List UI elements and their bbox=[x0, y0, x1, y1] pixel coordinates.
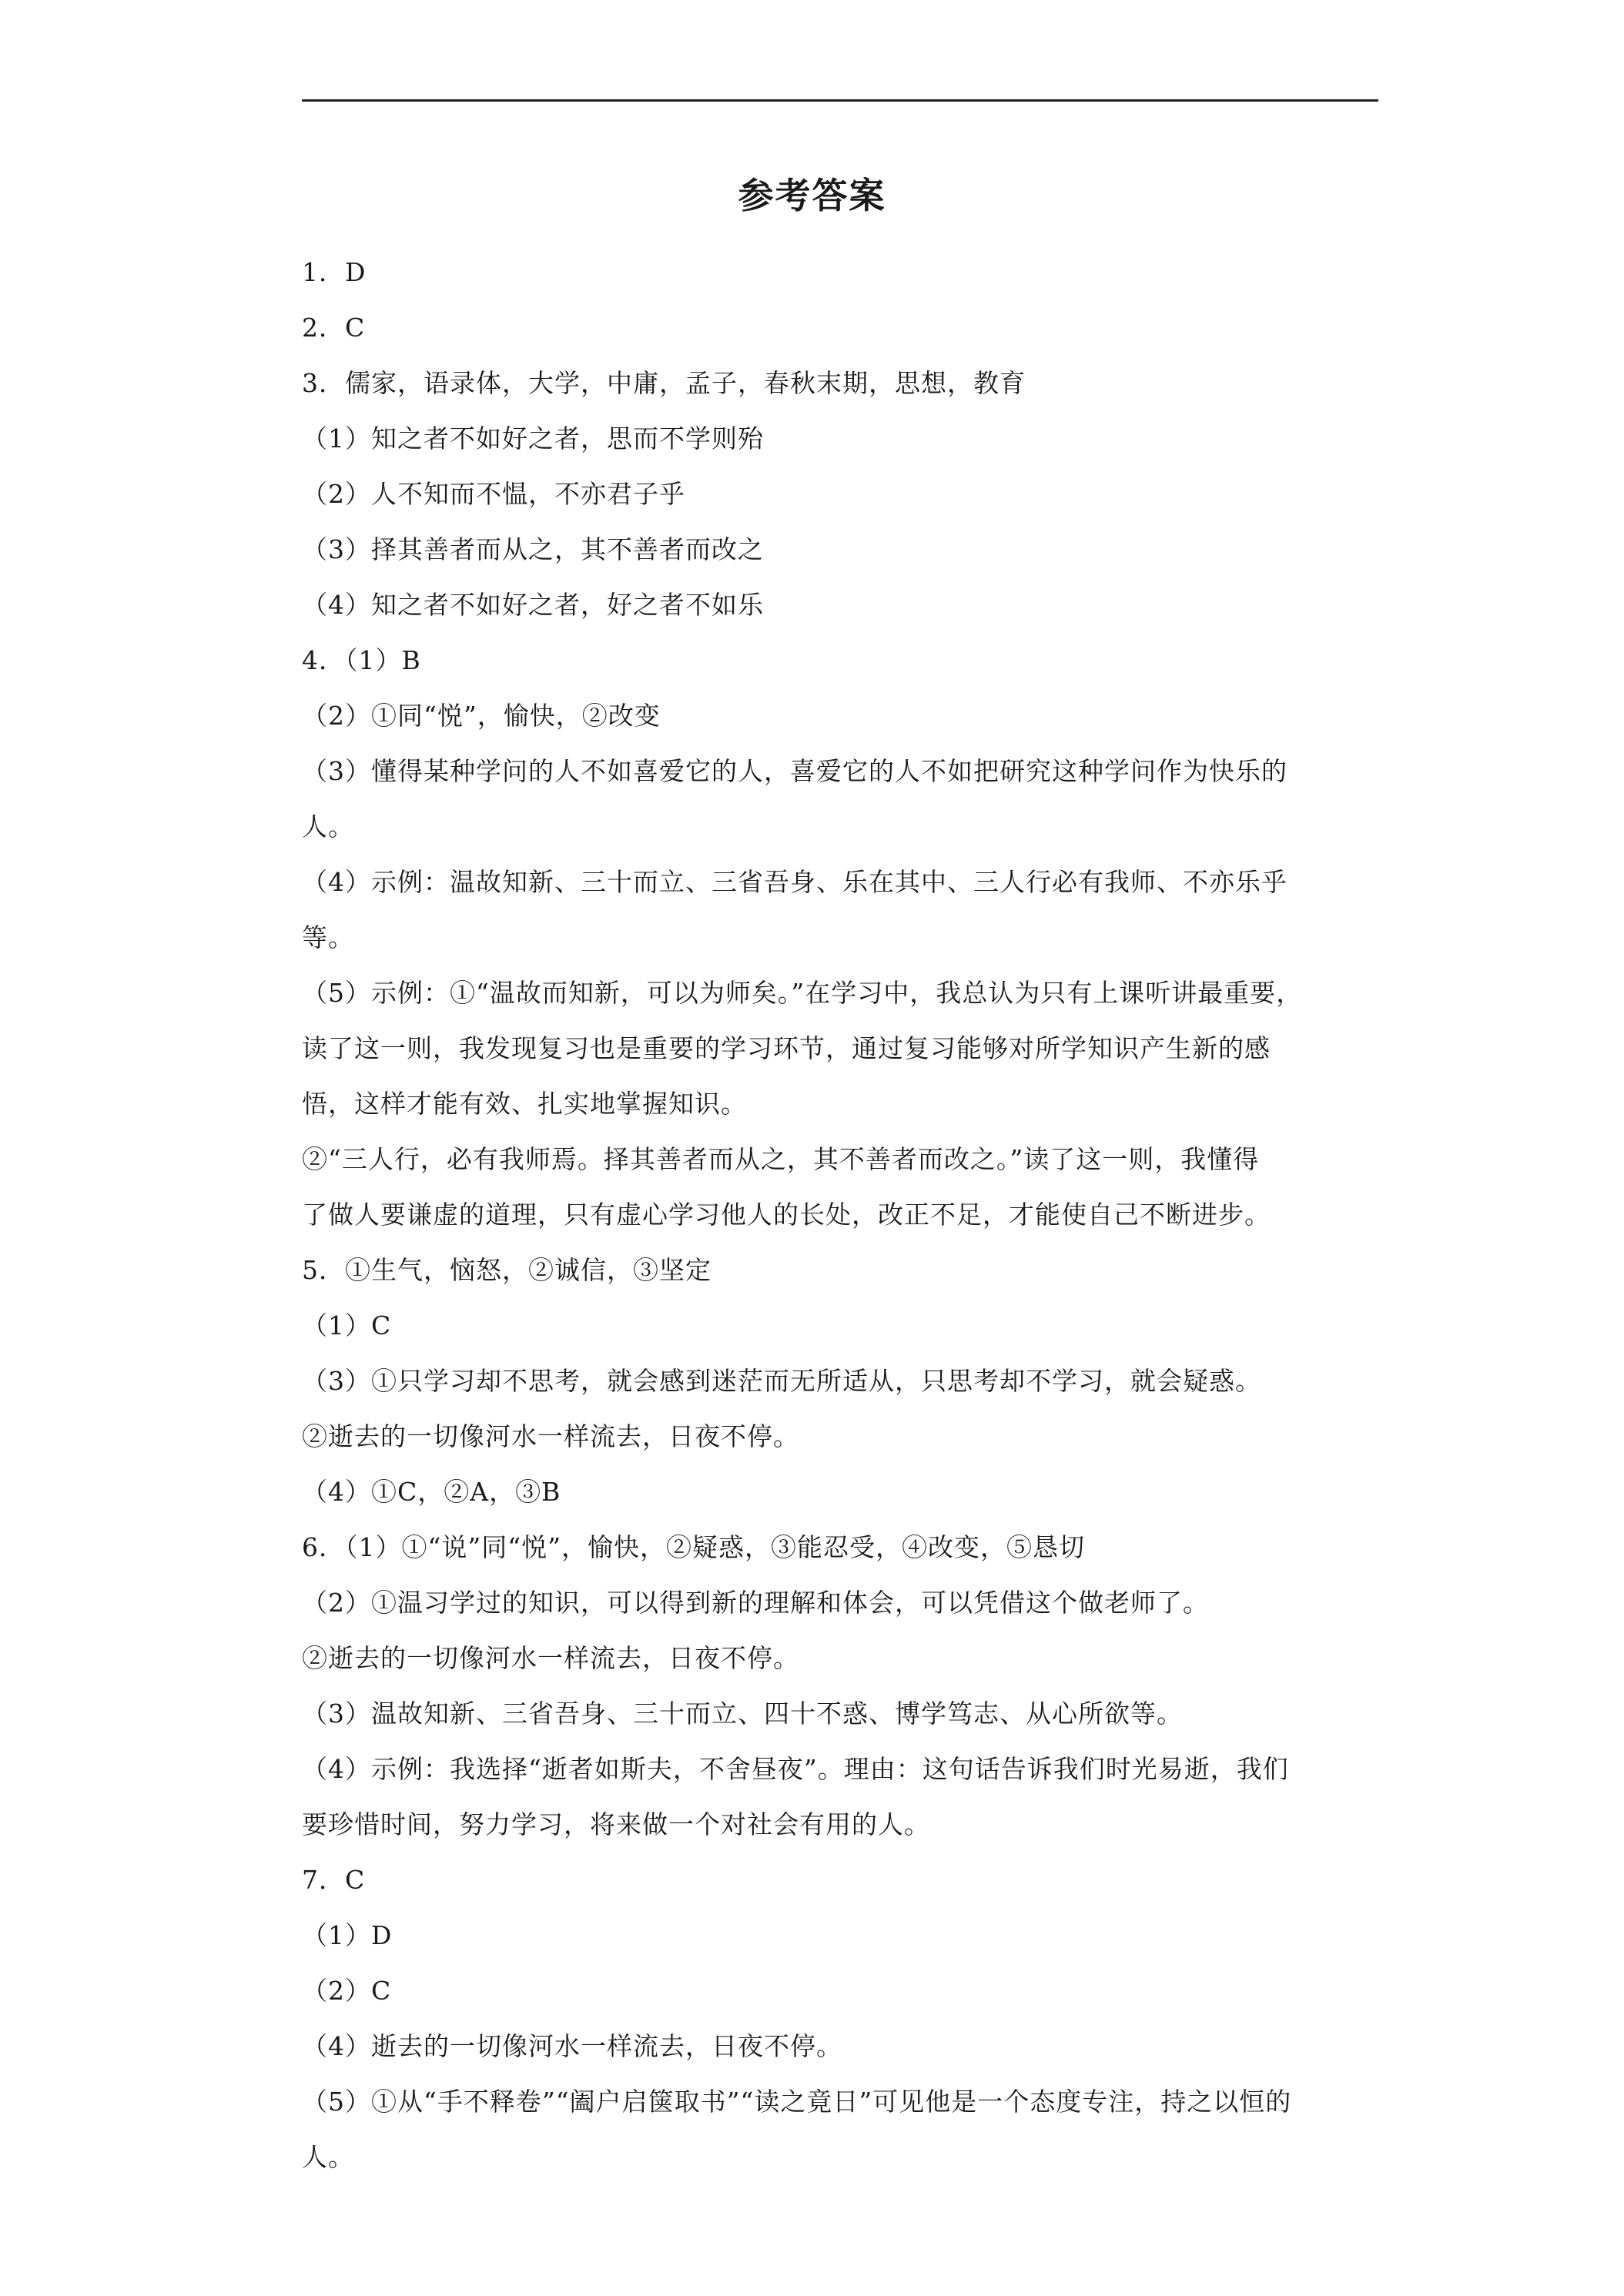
answer-line: （4）知之者不如好之者，好之者不如乐 bbox=[302, 590, 764, 620]
answer-line: ②逝去的一切像河水一样流去，日夜不停。 bbox=[302, 1643, 799, 1673]
answer-line: 6．（1）①“说”同“悦”，愉快，②疑惑，③能忍受，④改变，⑤恳切 bbox=[302, 1532, 1085, 1562]
answer-line: ②“三人行，必有我师焉。择其善者而从之，其不善者而改之。”读了这一则，我懂得 bbox=[302, 1144, 1260, 1174]
answer-line: （4）示例：温故知新、三十而立、三省吾身、乐在其中、三人行必有我师、不亦乐乎 bbox=[302, 867, 1287, 897]
answer-line: 人。 bbox=[302, 2142, 354, 2172]
answer-line: （2）人不知而不愠，不亦君子乎 bbox=[302, 479, 685, 509]
answer-line: （4）逝去的一切像河水一样流去，日夜不停。 bbox=[302, 2031, 842, 2061]
answer-line: （2）①温习学过的知识，可以得到新的理解和体会，可以凭借这个做老师了。 bbox=[302, 1588, 1209, 1618]
answer-line: （3）①只学习却不思考，就会感到迷茫而无所适从，只思考却不学习，就会疑惑。 bbox=[302, 1366, 1261, 1396]
answer-line: （1）知之者不如好之者，思而不学则殆 bbox=[302, 423, 764, 454]
answer-list bbox=[302, 245, 1380, 2185]
answer-line: 要珍惜时间，努力学习，将来做一个对社会有用的人。 bbox=[302, 1809, 930, 1839]
answer-line: 2．C bbox=[302, 313, 366, 343]
answer-line: （5）示例：①“温故而知新，可以为师矣。”在学习中，我总认为只有上课听讲最重要， bbox=[302, 978, 1303, 1008]
header-rule bbox=[302, 99, 1378, 102]
answer-line: 人。 bbox=[302, 812, 354, 842]
answer-line: 3．儒家，语录体，大学，中庸，孟子，春秋末期，思想，教育 bbox=[302, 368, 1026, 398]
answer-line: （4）示例：我选择“逝者如斯夫，不舍昼夜”。理由：这句话告诉我们时光易逝，我们 bbox=[302, 1754, 1289, 1784]
answer-line: （3）温故知新、三省吾身、三十而立、四十不惑、博学笃志、从心所欲等。 bbox=[302, 1699, 1183, 1729]
answer-line: （2）①同“悦”，愉快，②改变 bbox=[302, 701, 661, 731]
answer-line: 悟，这样才能有效、扎实地掌握知识。 bbox=[302, 1089, 747, 1119]
answer-line: （4）①C，②A，③B bbox=[302, 1477, 561, 1507]
answer-line: （1）C bbox=[302, 1310, 392, 1340]
answer-line: 等。 bbox=[302, 922, 354, 952]
answer-line: 读了这一则，我发现复习也是重要的学习环节，通过复习能够对所学知识产生新的感 bbox=[302, 1033, 1271, 1063]
answer-line: 7．C bbox=[302, 1865, 366, 1895]
answer-line: 5．①生气，恼怒，②诚信，③坚定 bbox=[302, 1255, 712, 1285]
answer-line: ②逝去的一切像河水一样流去，日夜不停。 bbox=[302, 1421, 799, 1451]
answer-line: （2）C bbox=[302, 1976, 392, 2006]
answer-line: （3）懂得某种学问的人不如喜爱它的人，喜爱它的人不如把研究这种学问作为快乐的 bbox=[302, 756, 1287, 786]
answer-line: 4．（1）B bbox=[302, 645, 421, 675]
answer-line: 了做人要谦虚的道理，只有虚心学习他人的长处，改正不足，才能使自己不断进步。 bbox=[302, 1200, 1271, 1230]
answer-line: 1．D bbox=[302, 257, 367, 287]
answer-line: （5）①从“手不释卷”“阖户启箧取书”“读之竟日”可见他是一个态度专注，持之以恒的 bbox=[302, 2087, 1292, 2117]
answer-line: （1）D bbox=[302, 1920, 393, 1950]
page-title: 参考答案 bbox=[738, 175, 886, 216]
answer-line: （3）择其善者而从之，其不善者而改之 bbox=[302, 534, 764, 564]
